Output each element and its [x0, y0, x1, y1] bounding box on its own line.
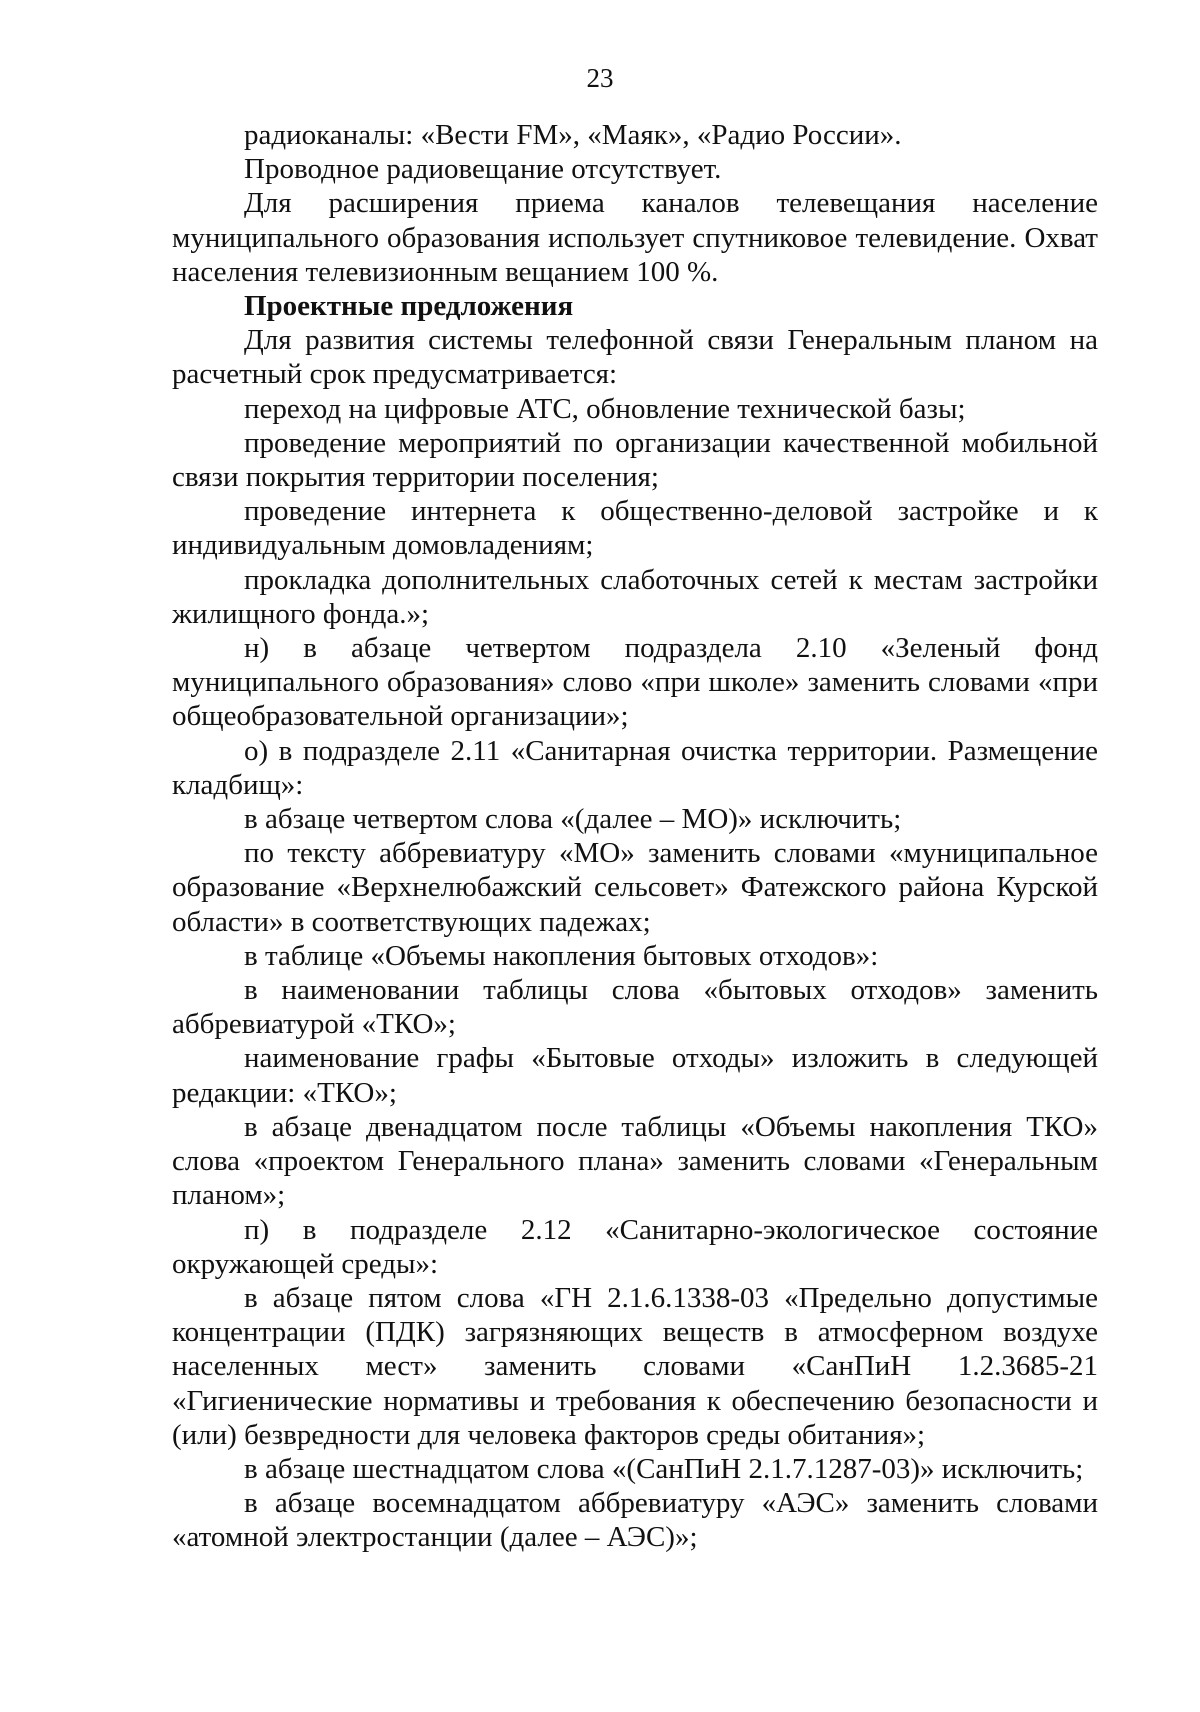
document-body [172, 118, 1098, 1555]
paragraph-radio-channels: радиоканалы: «Вести FM», «Маяк», «Радио России». [244, 119, 902, 151]
paragraph-mobile-coverage: проведение мероприятий по организации качественной мобильной связи покрытия территории поселения; [172, 426, 1098, 494]
paragraph-digital-atc: переход на цифровые АТС, обновление технической базы; [244, 392, 966, 425]
paragraph-satellite-tv: Для расширения приема каналов телевещания население муниципального образования использует спутниковое телевидение. Охват населения телевизионным вещанием 100 %. [172, 187, 1098, 288]
paragraph-low-current-networks: прокладка дополнительных слаботочных сетей к местам застройки жилищного фонда.»; [172, 563, 1098, 630]
paragraph-fifth: в абзаце пятом слова «ГН 2.1.6.1338-03 «Предельно допустимые концентрации (ПДК) загрязняющих веществ в атмосферном воздухе населенных мест» заменить словами «СанПиН 1.2.3685-21 «Гигиенические нормативы и требования к обеспечению безопасности и (или) безвредности для человека факторов среды обитания»; [172, 1281, 1098, 1451]
paragraph-table-title: в наименовании таблицы слова «бытовых отходов» заменить аббревиатурой «ТКО»; [172, 974, 1098, 1041]
paragraph-mo-exclude: в абзаце четвертом слова «(далее – МО)» исключить; [244, 803, 902, 836]
paragraph-item-o: о) в подразделе 2.11 «Санитарная очистка территории. Размещение кладбищ»: [172, 734, 1098, 801]
paragraph-eighteenth: в абзаце восемнадцатом аббревиатуру «АЭС» заменить словами «атомной электростанции (далее – АЭС)»; [172, 1487, 1098, 1554]
section-heading-proposals: Проектные предложения [244, 290, 574, 323]
paragraph-twelfth: в абзаце двенадцатом после таблицы «Объемы накопления ТКО» слова «проектом Генерального плана» заменить словами «Генеральным планом»; [172, 1110, 1098, 1212]
paragraph-mo-replace: по тексту аббревиатуру «МО» заменить словами «муниципальное образование «Верхнелюбажский сельсовет» Фатежского района Курской области» в соответствующих падежах; [172, 837, 1098, 938]
paragraph-sixteenth: в абзаце шестнадцатом слова «(СанПиН 2.1.7.1287-03)» исключить; [244, 1452, 1084, 1485]
page-number: 23 [586, 63, 614, 93]
paragraph-wired-radio: Проводное радиовещание отсутствует. [244, 153, 722, 186]
paragraph-column-name: наименование графы «Бытовые отходы» изложить в следующей редакции: «ТКО»; [172, 1042, 1098, 1109]
paragraph-internet: проведение интернета к общественно-деловой застройке и к индивидуальным домовладениям; [172, 495, 1098, 562]
paragraph-telephone-development: Для развития системы телефонной связи Генеральным планом на расчетный срок предусматривается: [172, 324, 1098, 391]
paragraph-item-n: н) в абзаце четвертом подраздела 2.10 «Зеленый фонд муниципального образования» слово «при школе» заменить словами «при общеобразовательной организации»; [172, 632, 1098, 733]
paragraph-item-p: п) в подразделе 2.12 «Санитарно-экологическое состояние окружающей среды»: [172, 1213, 1098, 1280]
paragraph-waste-table: в таблице «Объемы накопления бытовых отходов»: [244, 939, 879, 972]
